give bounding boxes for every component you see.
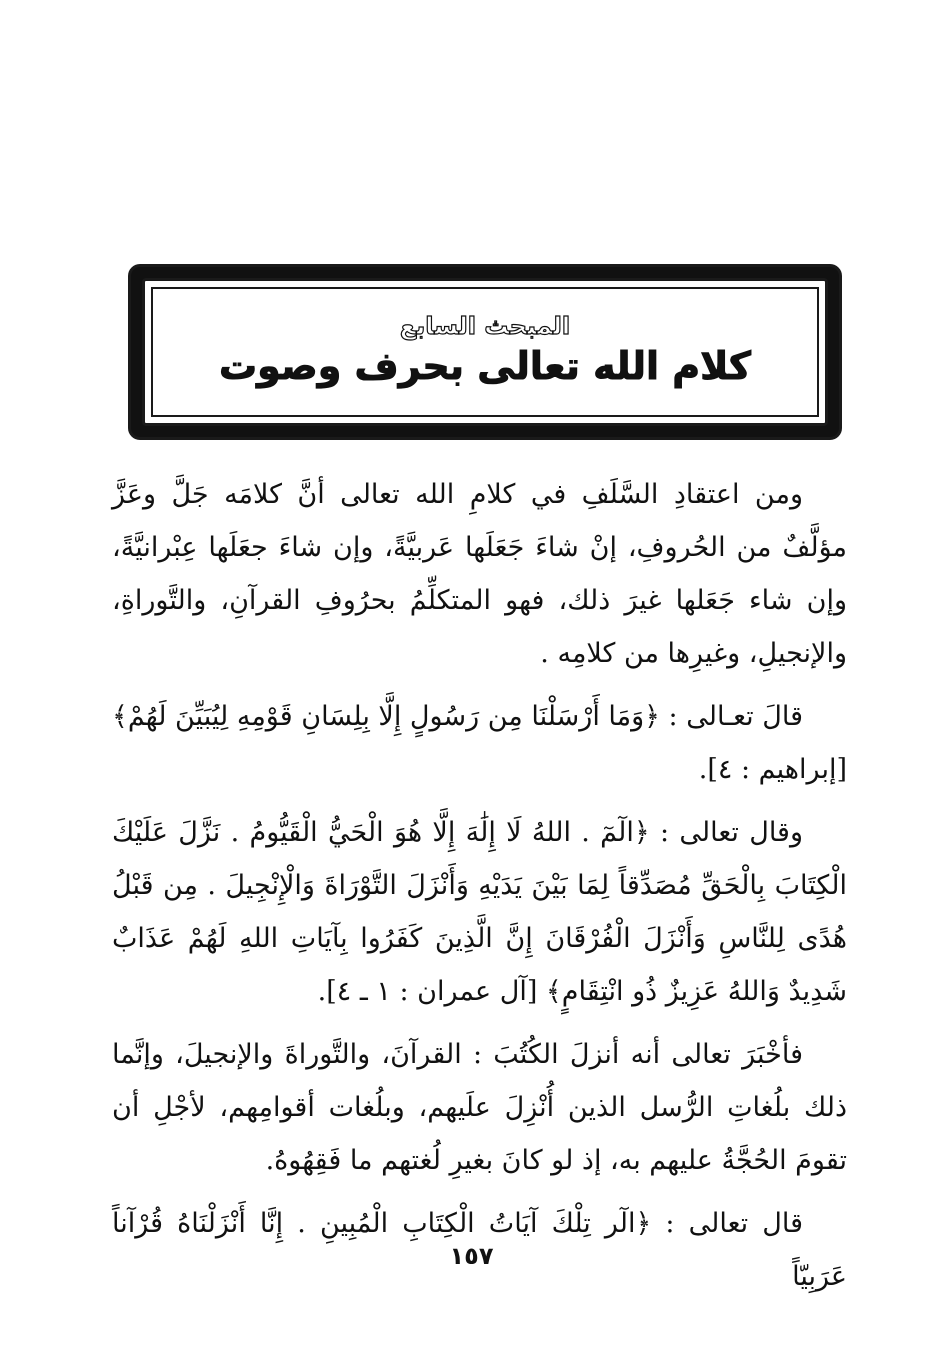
paragraph: قالَ تعـالى : ﴿وَمَا أَرْسَلْنَا مِن رَسُولٍ إِلَّا بِلِسَانِ قَوْمِهِ لِيُبَيِّنَ لَهُمْ﴾ [إبراهيم : ٤]. bbox=[112, 701, 847, 785]
chapter-title-inner-frame bbox=[142, 278, 828, 426]
chapter-title-frame bbox=[128, 264, 842, 440]
chapter-title-box bbox=[151, 287, 819, 417]
chapter-label: المبحث السابع bbox=[399, 312, 571, 340]
paragraph: فأخْبَرَ تعالى أنه أنزلَ الكُتُبَ : القرآنَ، والتَّوراةَ والإنجيلَ، وإنَّما ذلك بلُغاتِ الرُّسل الذين أُنْزِلَ علَيهم، وبلُغات أقوامِهم، لأجْلِ أن تقومَ الحُجَّةُ عليهم به، إذ لو كانَ بغيرِ لُغتهم ما فَقِهُوهُ. bbox=[112, 1039, 847, 1176]
paragraph: قال تعالى : ﴿الٓر تِلْكَ آيَاتُ الْكِتَابِ الْمُبِينِ . إِنَّا أَنْزَلْنَاهُ قُرْآناً عَرَبِيّاً bbox=[112, 1208, 847, 1292]
chapter-title: كلام الله تعالى بحرف وصوت bbox=[218, 344, 752, 388]
body-text bbox=[112, 468, 847, 1313]
page-number: ١٥٧ bbox=[449, 1242, 494, 1270]
paragraph: وقال تعالى : ﴿الٓمٓ . اللهُ لَا إِلَٰهَ إِلَّا هُوَ الْحَيُّ الْقَيُّومُ . نَزَّلَ عَلَيْكَ الْكِتَابَ بِالْحَقِّ مُصَدِّقاً لِمَا بَيْنَ يَدَيْهِ وَأَنْزَلَ التَّوْرَاةَ وَالْإِنْجِيلَ . مِن قَبْلُ هُدًى لِلنَّاسِ وَأَنْزَلَ الْفُرْقَانَ إِنَّ الَّذِينَ كَفَرُوا بِآيَاتِ اللهِ لَهُمْ عَذَابٌ شَدِيدٌ وَاللهُ عَزِيزٌ ذُو انْتِقَامٍ﴾ [آل عمران : ١ ـ ٤]. bbox=[112, 817, 847, 1007]
paragraph: ومن اعتقادِ السَّلَفِ في كلامِ الله تعالى أنَّ كلامَه جَلَّ وعَزَّ مؤلَّفٌ من الحُروفِ، إنْ شاءَ جَعَلَها عَربيَّةً، وإن شاءَ جعَلَها عِبْرانيَّةً، وإن شاء جَعَلها غيرَ ذلك، فهو المتكلِّمُ بحرُوفِ القرآنِ، والتَّوراةِ، والإنجيلِ، وغيرِها من كلامِه . bbox=[112, 479, 847, 669]
